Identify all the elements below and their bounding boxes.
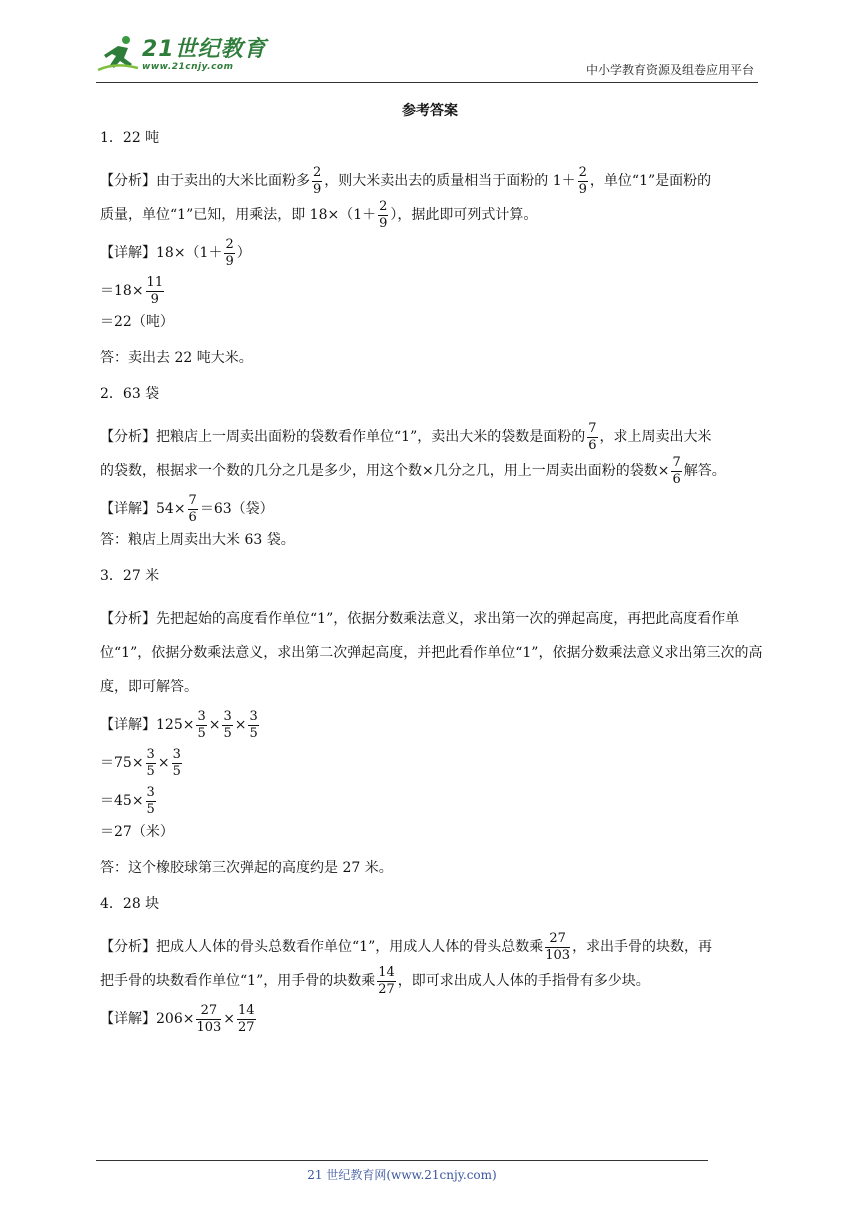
q1-analysis: 【分析】由于卖出的大米比面粉多 $\frac{2}{9}$ ，则大米卖出去的质量相当于面粉的 1＋ $\frac{2}{9}$ ，单位“1”是面粉的 质量，单位“1”已知，用乘法，即 18×（1＋ $\frac{2}{9}$ ），据此即可列式计算。 xyxy=(100,164,712,231)
q1-step1: ＝18× $\frac{11}{9}$ xyxy=(100,274,164,307)
running-figure-icon xyxy=(96,34,140,76)
page-title: 参考答案 xyxy=(402,103,458,119)
fraction: $\frac{3}{5}$ xyxy=(197,708,206,741)
platform-name: 中小学教育资源及组卷应用平台 xyxy=(585,63,754,77)
logo-url: www.21cnjy.com xyxy=(142,62,234,72)
fraction: $\frac{7}{6}$ xyxy=(188,492,197,525)
fraction: $\frac{3}{5}$ xyxy=(223,708,232,741)
fraction: $\frac{3}{5}$ xyxy=(172,746,181,779)
fraction: $\frac{2}{9}$ xyxy=(313,164,322,197)
fraction: $\frac{3}{5}$ xyxy=(249,708,258,741)
fraction: $\frac{3}{5}$ xyxy=(146,784,155,817)
q3-step2: ＝45× $\frac{3}{5}$ xyxy=(100,784,155,817)
fraction: $\frac{2}{9}$ xyxy=(379,198,388,231)
q4-analysis: 【分析】把成人人体的骨头总数看作单位“1”，用成人人体的骨头总数乘 $\frac{27}{103}$ ，求出手骨的块数，再 把手骨的块数看作单位“1”，用手骨的块数乘 $\frac{14}{27}$ ，即可求出成人人体的手指骨有多少块。 xyxy=(100,930,713,997)
page-header xyxy=(96,32,758,83)
q1-heading: 1．22 吨 xyxy=(100,130,160,146)
q3-heading: 3．27 米 xyxy=(100,568,160,584)
answer-content xyxy=(100,128,765,1040)
q4-heading: 4．28 块 xyxy=(100,896,160,912)
q3-answer: 答：这个橡胶球第三次弹起的高度约是 27 米。 xyxy=(100,860,393,876)
fraction: $\frac{27}{103}$ xyxy=(196,1002,222,1035)
fraction: $\frac{3}{5}$ xyxy=(146,746,155,779)
q1-step2: ＝22（吨） xyxy=(100,314,174,330)
footer-divider xyxy=(96,1160,708,1161)
fraction: $\frac{2}{9}$ xyxy=(225,236,234,269)
q3-detail: 【详解】125× $\frac{3}{5}$ × $\frac{3}{5}$ × $\frac{3}{5}$ xyxy=(100,708,258,741)
q4-detail: 【详解】206× $\frac{27}{103}$ × $\frac{14}{27}$ xyxy=(100,1002,255,1035)
q1-detail: 【详解】18×（1＋ $\frac{2}{9}$ ） xyxy=(100,236,251,269)
q2-detail: 【详解】54× $\frac{7}{6}$ ＝63（袋） xyxy=(100,492,274,525)
fraction: $\frac{7}{6}$ xyxy=(672,454,681,487)
fraction: $\frac{14}{27}$ xyxy=(238,1002,255,1035)
q3-step3: ＝27（米） xyxy=(100,824,174,840)
fraction: $\frac{7}{6}$ xyxy=(588,420,597,453)
logo-title: 21世纪教育 xyxy=(142,37,267,62)
fraction: $\frac{14}{27}$ xyxy=(378,964,395,997)
logo xyxy=(96,34,267,76)
q2-heading: 2．63 袋 xyxy=(100,386,160,402)
q2-answer: 答：粮店上周卖出大米 63 袋。 xyxy=(100,532,295,548)
fraction: $\frac{27}{103}$ xyxy=(545,930,571,963)
q1-answer: 答：卖出去 22 吨大米。 xyxy=(100,350,253,366)
q2-analysis: 【分析】把粮店上一周卖出面粉的袋数看作单位“1”，卖出大米的袋数是面粉的 $\frac{7}{6}$ ，求上周卖出大米 的袋数，根据求一个数的几分之几是多少，用这个数×几分之几，用上一周卖出面粉的袋数× $\frac{7}{6}$ 解答。 xyxy=(100,420,726,487)
q3-analysis: 【分析】先把起始的高度看作单位“1”，依据分数乘法意义，求出第一次的弹起高度，再把此高度看作单位“1”，依据分数乘法意义，求出第二次弹起高度，并把此看作单位“1”，依据分数乘法意义求出第三次的高度，即可解答。 xyxy=(100,611,763,695)
page-footer: 21 世纪教育网(www.21cnjy.com) xyxy=(307,1168,497,1182)
fraction: $\frac{2}{9}$ xyxy=(578,164,587,197)
q3-step1: ＝75× $\frac{3}{5}$ × $\frac{3}{5}$ xyxy=(100,746,181,779)
fraction: $\frac{11}{9}$ xyxy=(146,274,164,307)
